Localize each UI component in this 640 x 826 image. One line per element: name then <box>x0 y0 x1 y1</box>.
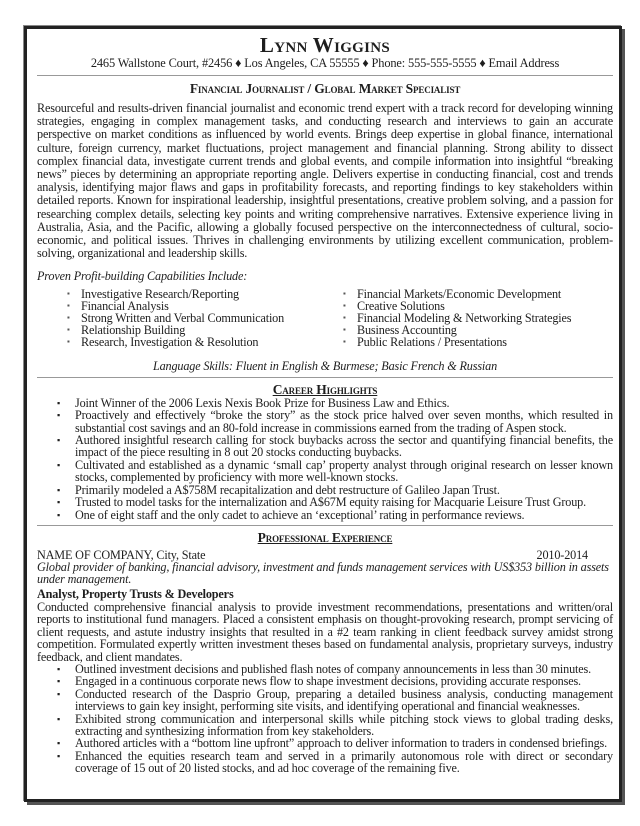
achievement-item: ▪ Authored articles with a “bottom line upfront” approach to deliver information to traders in condensed briefings. <box>37 737 613 749</box>
achievement-item: ▪ Exhibited strong communication and interpersonal skills while pitching stock views to global trading desks, extracting and synthesizing information from key stakeholders. <box>37 713 613 738</box>
highlight-item: ▪ Cultivated and established as a dynamic ‘small cap’ property analyst through original research on lesser known stocks, complemented by proficiency with more well-known stocks. <box>37 459 613 484</box>
experience-heading: Professional Experience <box>257 529 393 545</box>
highlight-item: ▪ One of eight staff and the only cadet to achieve an ‘exceptional’ rating in performance reviews. <box>37 509 613 521</box>
career-highlights-list <box>37 397 613 521</box>
professional-title: Financial Journalist / Global Market Specialist <box>189 81 461 96</box>
company-name: NAME OF COMPANY, City, State <box>37 547 206 562</box>
capability-item: ▪ Financial Markets/Economic Development <box>313 288 571 300</box>
candidate-name: Lynn Wiggins <box>259 33 391 57</box>
achievement-item: ▪ Conducted research of the Dasprio Group, preparing a detailed business analysis, conducting management interviews to gain key insight, performing site visits, and identifying operational and financial weaknesses. <box>37 688 613 713</box>
divider <box>37 525 613 526</box>
job-title: Analyst, Property Trusts & Developers <box>37 586 234 601</box>
capability-item: ▪ Relationship Building <box>37 324 313 336</box>
achievement-item: ▪ Outlined investment decisions and published flash notes of company announcements in less than 30 minutes. <box>37 663 613 675</box>
contact-line: 2465 Wallstone Court, #2456 ♦ Los Angeles, CA 55555 ♦ Phone: 555-555-5555 ♦ Email Address <box>90 56 560 70</box>
capability-item: ▪ Financial Analysis <box>37 300 313 312</box>
highlight-item: ▪ Primarily modeled a A$758M recapitalization and debt restructure of Galileo Japan Trust. <box>37 484 613 496</box>
highlight-item: ▪ Joint Winner of the 2006 Lexis Nexis Book Prize for Business Law and Ethics. <box>37 397 613 409</box>
highlight-item: ▪ Trusted to model tasks for the internalization and A$67M equity raising for Macquarie Leisure Trust Group. <box>37 496 613 508</box>
role-description: Conducted comprehensive financial analysis to provide investment recommendations, presentations and written/oral reports to institutional fund managers. Placed a consistent emphasis on thought-provoking research, prompt servicing of client requests, and astute industry insights that resulted in a #2 team ranking in client feedback survey amidst strong competition. Formulated expertly written investment theses based on fundamental analysis, proprietary surveys, industry feedback, and client mandates. <box>37 599 613 664</box>
capabilities-list <box>37 288 613 348</box>
employment-dates: 2010-2014 <box>536 547 588 562</box>
achievement-item: ▪ Engaged in a continuous corporate news flow to shape investment decisions, providing accurate responses. <box>37 675 613 687</box>
capability-item: ▪ Financial Modeling & Networking Strategies <box>313 312 571 324</box>
divider <box>37 377 613 378</box>
capability-item: ▪ Strong Written and Verbal Communication <box>37 312 313 324</box>
career-highlights-heading: Career Highlights <box>272 381 378 397</box>
capability-item: ▪ Investigative Research/Reporting <box>37 288 313 300</box>
language-skills: Language Skills: Fluent in English & Burmese; Basic French & Russian <box>152 358 498 373</box>
capabilities-right <box>313 288 571 348</box>
resume-content <box>37 34 613 775</box>
summary-paragraph: Resourceful and results-driven financial journalist and economic trend expert with a track record for developing winning strategies, engaging in complex management tasks, and conducting research and interviews to gain an accurate perspective on market conditions as influenced by world events. Brings deep expertise in global finance, international culture, foreign currency, market fluctuations, project management and financial planning. Strong ability to dissect complex financial data, investigate current trends and global events, and compile information into insightful “breaking news” pieces by determining an appropriate reporting angle. Delivers expertise in conducting financial, cost and trends analysis, identifying major flaws and gaps in profitability forecasts, and reporting findings to key stakeholders within detailed reports. Known for inspirational leadership, insightful presentations, creative problem solving, and a passion for researching complex details, selecting key points and writing comprehensive narratives. Extensive experience living in Australia, Asia, and the Pacific, allowing a globally focused perspective on the interconnectedness of cultural, socio-economic, and political issues. Thrives in challenging environments by utilizing excellent communication, problem-solving, organizational and leadership skills. <box>37 101 613 261</box>
achievement-item: ▪ Enhanced the equities research team and served in a primarily autonomous role with direct or secondary coverage of 15 out of 20 listed stocks, and ad hoc coverage of the remaining five. <box>37 750 613 775</box>
capability-item: ▪ Public Relations / Presentations <box>313 336 571 348</box>
highlight-item: ▪ Proactively and effectively “broke the story” as the stock price halved over seven months, which resulted in substantial cost savings and an 80-fold increase in commissions earned from the trading of Aspen stock. <box>37 409 613 434</box>
capability-item: ▪ Research, Investigation & Resolution <box>37 336 313 348</box>
role-achievements-list <box>37 663 613 775</box>
company-description: Global provider of banking, financial advisory, investment and funds management services with US$353 billion in assets under management. <box>37 559 609 586</box>
capability-item: ▪ Creative Solutions <box>313 300 571 312</box>
highlight-item: ▪ Authored insightful research calling for stock buybacks across the sector and quantifying financial benefits, the impact of the piece resulting in 8 out 20 stocks conducting buybacks. <box>37 434 613 459</box>
capability-item: ▪ Business Accounting <box>313 324 571 336</box>
capabilities-heading: Proven Profit-building Capabilities Include: <box>37 269 248 284</box>
divider <box>37 75 613 76</box>
capabilities-left <box>37 288 313 348</box>
